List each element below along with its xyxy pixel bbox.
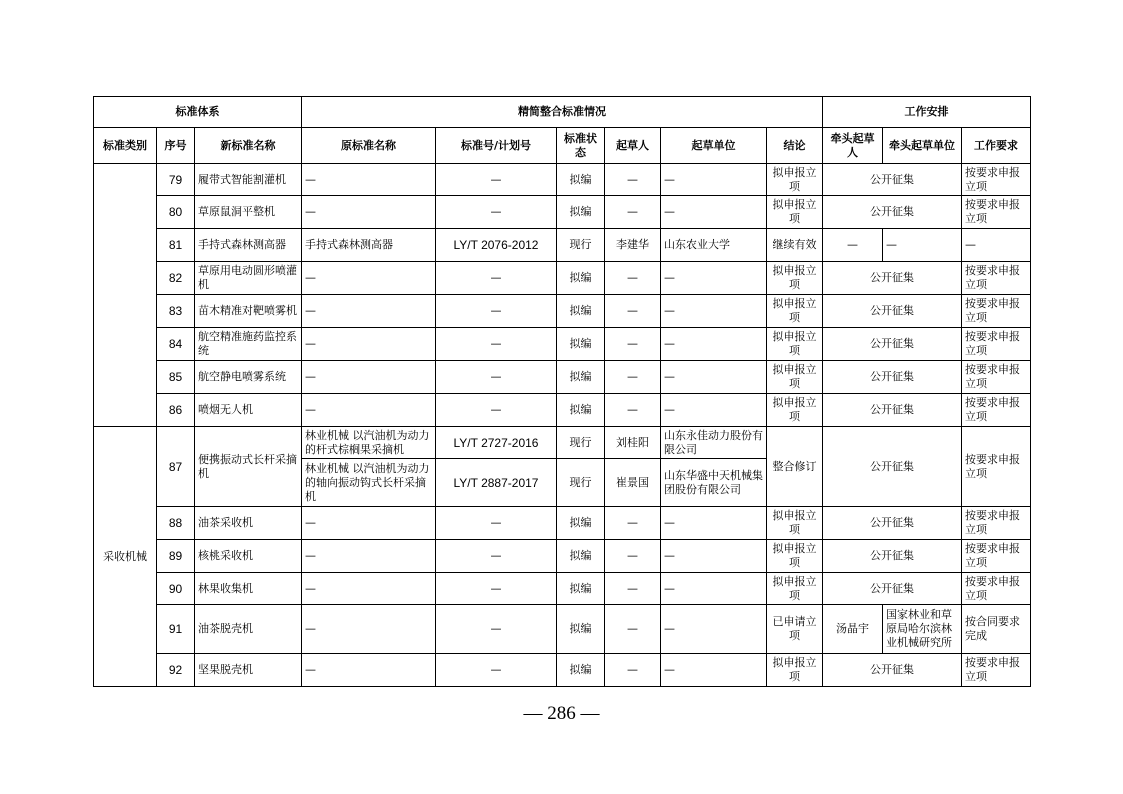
std-no-cell: — <box>436 540 557 573</box>
std-no-cell: LY/T 2727-2016 <box>436 427 557 459</box>
orig-name-cell: — <box>302 394 436 427</box>
status-cell: 拟编 <box>557 361 605 394</box>
header-column-row <box>94 128 1031 164</box>
header-work-arrangement: 工作安排 <box>823 97 1031 128</box>
std-no-cell: — <box>436 295 557 328</box>
requirement-cell: 按要求申报立项 <box>962 573 1031 605</box>
work-cell: 公开征集 <box>823 654 962 687</box>
header-category: 标准类别 <box>94 128 157 164</box>
work-cell: 公开征集 <box>823 427 962 507</box>
header-drafter: 起草人 <box>605 128 661 164</box>
conclusion-cell: 拟申报立项 <box>767 394 823 427</box>
unit-cell: — <box>661 394 767 427</box>
seq-cell: 90 <box>157 573 195 605</box>
status-cell: 拟编 <box>557 262 605 295</box>
seq-cell: 85 <box>157 361 195 394</box>
table-row <box>94 394 1031 427</box>
header-conclusion: 结论 <box>767 128 823 164</box>
seq-cell: 88 <box>157 507 195 540</box>
seq-cell: 87 <box>157 427 195 507</box>
std-no-cell: — <box>436 573 557 605</box>
requirement-cell: 按要求申报立项 <box>962 540 1031 573</box>
drafter-cell: — <box>605 196 661 229</box>
work-cell: 公开征集 <box>823 361 962 394</box>
header-new-name: 新标准名称 <box>195 128 302 164</box>
table-row <box>94 196 1031 229</box>
std-no-cell: — <box>436 507 557 540</box>
unit-cell: — <box>661 164 767 196</box>
std-no-cell: LY/T 2887-2017 <box>436 459 557 507</box>
orig-name-cell: — <box>302 262 436 295</box>
drafter-cell: — <box>605 654 661 687</box>
unit-cell: — <box>661 540 767 573</box>
seq-cell: 81 <box>157 229 195 262</box>
requirement-cell: 按要求申报立项 <box>962 262 1031 295</box>
lead-person-cell: 汤晶宇 <box>823 605 883 654</box>
table-row <box>94 361 1031 394</box>
seq-cell: 79 <box>157 164 195 196</box>
conclusion-cell: 拟申报立项 <box>767 328 823 361</box>
lead-person-cell: — <box>823 229 883 262</box>
conclusion-cell: 拟申报立项 <box>767 262 823 295</box>
orig-name-cell: — <box>302 507 436 540</box>
requirement-cell: 按要求申报立项 <box>962 328 1031 361</box>
seq-cell: 82 <box>157 262 195 295</box>
conclusion-cell: 整合修订 <box>767 427 823 507</box>
seq-cell: 80 <box>157 196 195 229</box>
header-requirement: 工作要求 <box>962 128 1031 164</box>
requirement-cell: 按要求申报立项 <box>962 164 1031 196</box>
orig-name-cell: — <box>302 328 436 361</box>
drafter-cell: — <box>605 361 661 394</box>
unit-cell: — <box>661 262 767 295</box>
orig-name-cell: — <box>302 605 436 654</box>
header-orig-name: 原标准名称 <box>302 128 436 164</box>
standards-table <box>93 96 1031 687</box>
seq-cell: 83 <box>157 295 195 328</box>
new-name-cell: 坚果脱壳机 <box>195 654 302 687</box>
category-cell-harvest: 采收机械 <box>94 427 157 687</box>
unit-cell: 山东永佳动力股份有限公司 <box>661 427 767 459</box>
status-cell: 拟编 <box>557 196 605 229</box>
work-cell: 公开征集 <box>823 262 962 295</box>
new-name-cell: 草原鼠洞平整机 <box>195 196 302 229</box>
table-row <box>94 164 1031 196</box>
new-name-cell: 油茶采收机 <box>195 507 302 540</box>
header-group-row <box>94 97 1031 128</box>
conclusion-cell: 拟申报立项 <box>767 295 823 328</box>
status-cell: 拟编 <box>557 394 605 427</box>
table-row <box>94 295 1031 328</box>
requirement-cell: 按要求申报立项 <box>962 361 1031 394</box>
seq-cell: 91 <box>157 605 195 654</box>
header-standard-system: 标准体系 <box>94 97 302 128</box>
std-no-cell: — <box>436 164 557 196</box>
conclusion-cell: 拟申报立项 <box>767 507 823 540</box>
status-cell: 现行 <box>557 229 605 262</box>
table-row <box>94 229 1031 262</box>
unit-cell: — <box>661 507 767 540</box>
table-row <box>94 427 1031 459</box>
requirement-cell: 按要求申报立项 <box>962 427 1031 507</box>
orig-name-cell: — <box>302 540 436 573</box>
unit-cell: — <box>661 573 767 605</box>
seq-cell: 92 <box>157 654 195 687</box>
drafter-cell: — <box>605 328 661 361</box>
new-name-cell: 履带式智能割灌机 <box>195 164 302 196</box>
work-cell: 公开征集 <box>823 328 962 361</box>
std-no-cell: LY/T 2076-2012 <box>436 229 557 262</box>
new-name-cell: 草原用电动圆形喷灌机 <box>195 262 302 295</box>
conclusion-cell: 拟申报立项 <box>767 196 823 229</box>
status-cell: 拟编 <box>557 654 605 687</box>
lead-unit-cell: — <box>883 229 962 262</box>
status-cell: 现行 <box>557 427 605 459</box>
new-name-cell: 航空静电喷雾系统 <box>195 361 302 394</box>
header-std-no: 标准号/计划号 <box>436 128 557 164</box>
unit-cell: — <box>661 328 767 361</box>
status-cell: 拟编 <box>557 507 605 540</box>
requirement-cell: 按要求申报立项 <box>962 295 1031 328</box>
seq-cell: 84 <box>157 328 195 361</box>
status-cell: 现行 <box>557 459 605 507</box>
unit-cell: — <box>661 605 767 654</box>
header-unit: 起草单位 <box>661 128 767 164</box>
unit-cell: — <box>661 196 767 229</box>
drafter-cell: — <box>605 540 661 573</box>
orig-name-cell: — <box>302 164 436 196</box>
status-cell: 拟编 <box>557 164 605 196</box>
new-name-cell: 航空精准施药监控系统 <box>195 328 302 361</box>
new-name-cell: 林果收集机 <box>195 573 302 605</box>
std-no-cell: — <box>436 394 557 427</box>
status-cell: 拟编 <box>557 605 605 654</box>
orig-name-cell: — <box>302 654 436 687</box>
drafter-cell: — <box>605 262 661 295</box>
header-seq: 序号 <box>157 128 195 164</box>
drafter-cell: — <box>605 164 661 196</box>
seq-cell: 86 <box>157 394 195 427</box>
header-status: 标准状态 <box>557 128 605 164</box>
header-lead-person: 牵头起草人 <box>823 128 883 164</box>
unit-cell: — <box>661 295 767 328</box>
table-row <box>94 654 1031 687</box>
std-no-cell: — <box>436 196 557 229</box>
work-cell: 公开征集 <box>823 507 962 540</box>
conclusion-cell: 拟申报立项 <box>767 573 823 605</box>
table-row <box>94 507 1031 540</box>
std-no-cell: — <box>436 361 557 394</box>
new-name-cell: 手持式森林测高器 <box>195 229 302 262</box>
requirement-cell: — <box>962 229 1031 262</box>
orig-name-cell: 林业机械 以汽油机为动力的轴向振动钩式长杆采摘机 <box>302 459 436 507</box>
table-row <box>94 573 1031 605</box>
new-name-cell: 喷烟无人机 <box>195 394 302 427</box>
requirement-cell: 按要求申报立项 <box>962 654 1031 687</box>
table-row <box>94 262 1031 295</box>
header-consolidation: 精简整合标准情况 <box>302 97 823 128</box>
orig-name-cell: 林业机械 以汽油机为动力的杆式棕榈果采摘机 <box>302 427 436 459</box>
std-no-cell: — <box>436 328 557 361</box>
requirement-cell: 按要求申报立项 <box>962 507 1031 540</box>
std-no-cell: — <box>436 654 557 687</box>
drafter-cell: — <box>605 507 661 540</box>
work-cell: 公开征集 <box>823 164 962 196</box>
category-cell-empty <box>94 164 157 427</box>
drafter-cell: — <box>605 605 661 654</box>
drafter-cell: 李建华 <box>605 229 661 262</box>
table-row <box>94 328 1031 361</box>
new-name-cell: 便携振动式长杆采摘机 <box>195 427 302 507</box>
conclusion-cell: 继续有效 <box>767 229 823 262</box>
orig-name-cell: 手持式森林测高器 <box>302 229 436 262</box>
drafter-cell: — <box>605 295 661 328</box>
drafter-cell: 崔景国 <box>605 459 661 507</box>
unit-cell: 山东华盛中天机械集团股份有限公司 <box>661 459 767 507</box>
work-cell: 公开征集 <box>823 196 962 229</box>
work-cell: 公开征集 <box>823 295 962 328</box>
new-name-cell: 核桃采收机 <box>195 540 302 573</box>
conclusion-cell: 拟申报立项 <box>767 654 823 687</box>
orig-name-cell: — <box>302 196 436 229</box>
conclusion-cell: 拟申报立项 <box>767 361 823 394</box>
std-no-cell: — <box>436 262 557 295</box>
orig-name-cell: — <box>302 295 436 328</box>
requirement-cell: 按要求申报立项 <box>962 394 1031 427</box>
seq-cell: 89 <box>157 540 195 573</box>
status-cell: 拟编 <box>557 540 605 573</box>
conclusion-cell: 已申请立项 <box>767 605 823 654</box>
table-row <box>94 540 1031 573</box>
new-name-cell: 油茶脱壳机 <box>195 605 302 654</box>
unit-cell: — <box>661 361 767 394</box>
drafter-cell: — <box>605 573 661 605</box>
orig-name-cell: — <box>302 573 436 605</box>
work-cell: 公开征集 <box>823 540 962 573</box>
new-name-cell: 苗木精准对靶喷雾机 <box>195 295 302 328</box>
std-no-cell: — <box>436 605 557 654</box>
status-cell: 拟编 <box>557 328 605 361</box>
drafter-cell: 刘桂阳 <box>605 427 661 459</box>
conclusion-cell: 拟申报立项 <box>767 164 823 196</box>
requirement-cell: 按要求申报立项 <box>962 196 1031 229</box>
requirement-cell: 按合同要求完成 <box>962 605 1031 654</box>
page-number: — 286 — <box>523 703 600 724</box>
lead-unit-cell: 国家林业和草原局哈尔滨林业机械研究所 <box>883 605 962 654</box>
status-cell: 拟编 <box>557 295 605 328</box>
work-cell: 公开征集 <box>823 573 962 605</box>
work-cell: 公开征集 <box>823 394 962 427</box>
unit-cell: 山东农业大学 <box>661 229 767 262</box>
orig-name-cell: — <box>302 361 436 394</box>
status-cell: 拟编 <box>557 573 605 605</box>
table-row <box>94 605 1031 654</box>
unit-cell: — <box>661 654 767 687</box>
drafter-cell: — <box>605 394 661 427</box>
conclusion-cell: 拟申报立项 <box>767 540 823 573</box>
header-lead-unit: 牵头起草单位 <box>883 128 962 164</box>
